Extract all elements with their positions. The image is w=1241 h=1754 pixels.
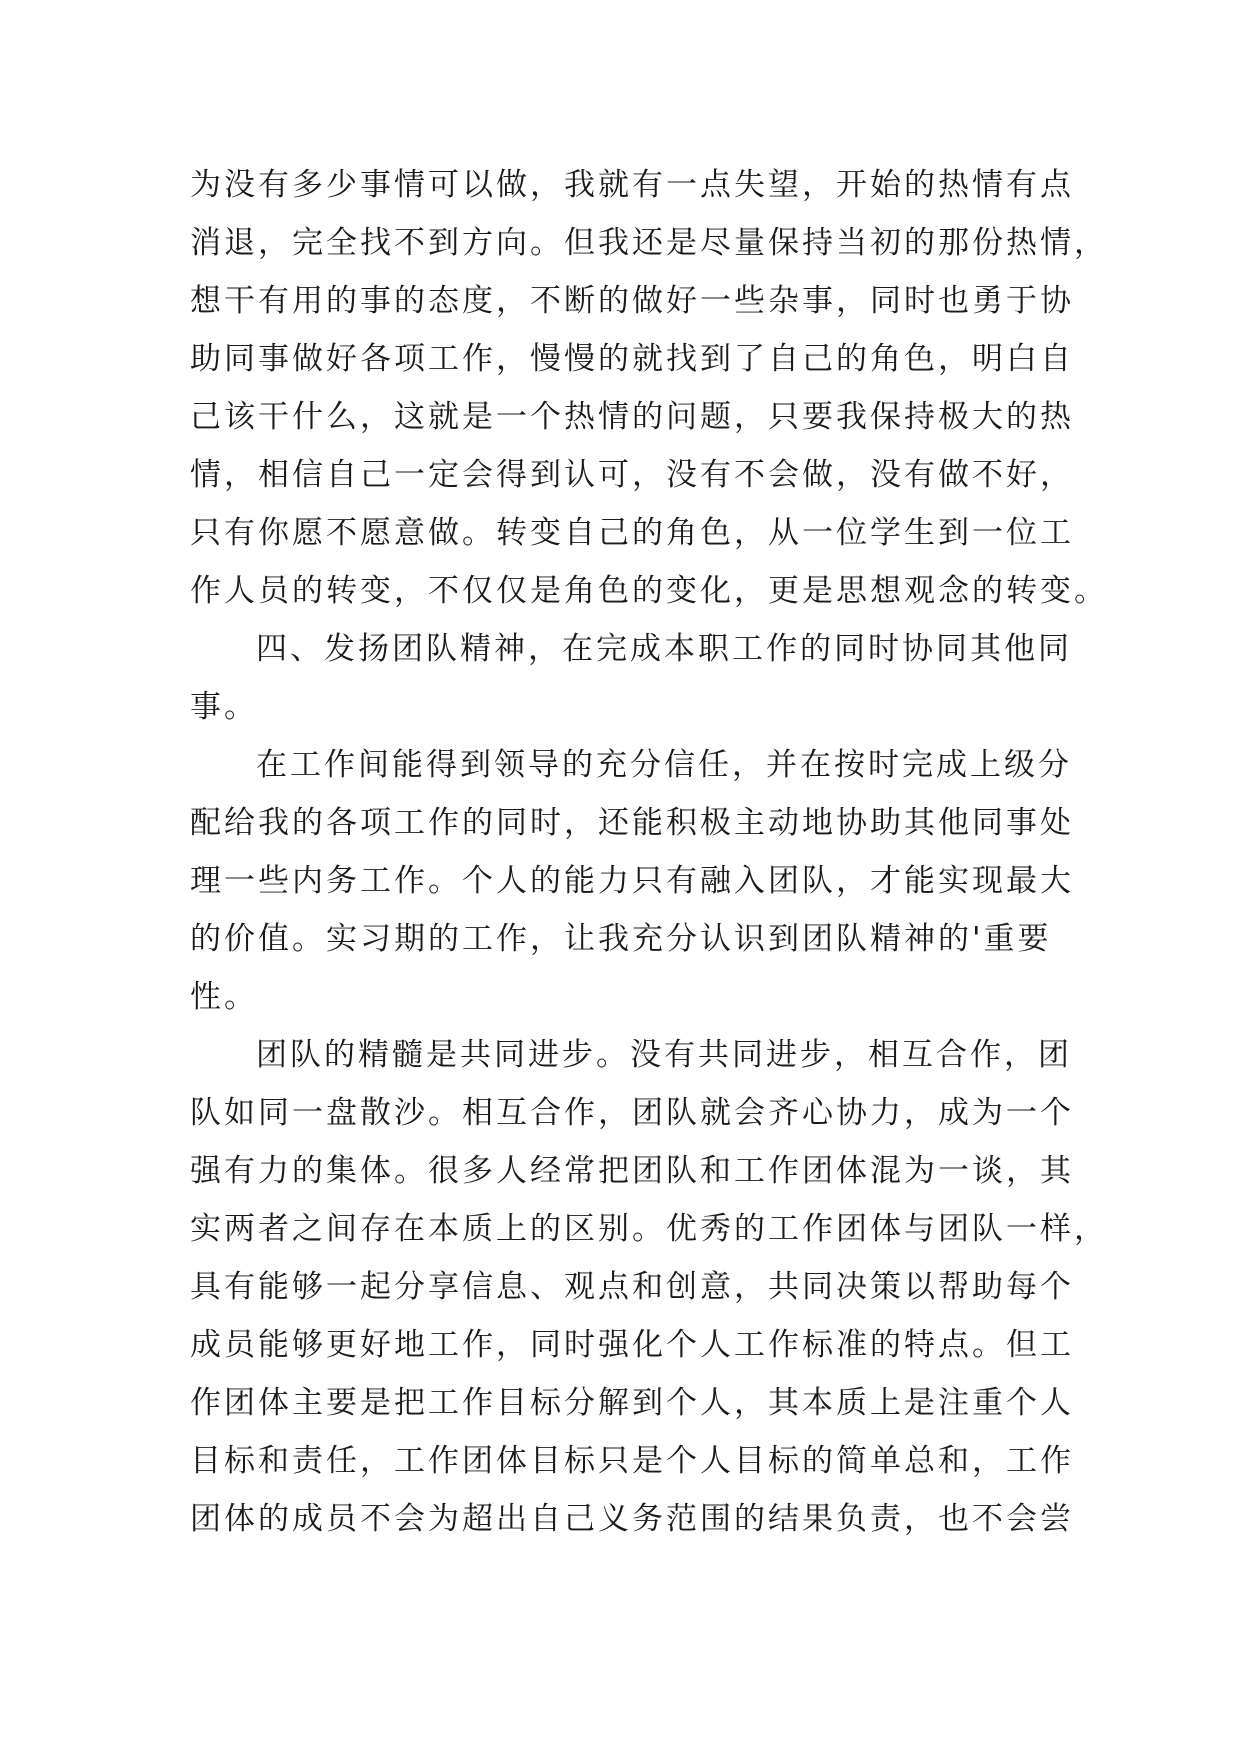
text-line: 为没有多少事情可以做，我就有一点失望，开始的热情有点: [190, 167, 1074, 203]
text-line: 己该干什么，这就是一个热情的问题，只要我保持极大的热: [190, 399, 1074, 435]
text-line: 团体的成员不会为超出自己义务范围的结果负责，也不会尝: [190, 1501, 1074, 1537]
text-line: 具有能够一起分享信息、观点和创意，共同决策以帮助每个: [190, 1269, 1074, 1305]
text-line: 作人员的转变，不仅仅是角色的变化，更是思想观念的转变。: [190, 573, 1108, 609]
text-line: 强有力的集体。很多人经常把团队和工作团体混为一谈，其: [190, 1153, 1074, 1189]
text-line: 目标和责任，工作团体目标只是个人目标的简单总和，工作: [190, 1443, 1074, 1479]
text-line: 性。: [190, 979, 258, 1015]
text-line: 理一些内务工作。个人的能力只有融入团队，才能实现最大: [190, 863, 1074, 899]
text-line: 队如同一盘散沙。相互合作，团队就会齐心协力，成为一个: [190, 1095, 1074, 1131]
text-line: 的价值。实习期的工作，让我充分认识到团队精神的'重要: [190, 921, 1052, 957]
text-line: 消退，完全找不到方向。但我还是尽量保持当初的那份热情，: [190, 225, 1108, 261]
text-line: 只有你愿不愿意做。转变自己的角色，从一位学生到一位工: [190, 515, 1074, 551]
text-line: 作团体主要是把工作目标分解到个人，其本质上是注重个人: [190, 1385, 1074, 1421]
paragraph-start: 在工作间能得到领导的充分信任，并在按时完成上级分: [256, 747, 1072, 783]
text-line: 想干有用的事的态度，不断的做好一些杂事，同时也勇于协: [190, 283, 1074, 319]
text-line: 成员能够更好地工作，同时强化个人工作标准的特点。但工: [190, 1327, 1074, 1363]
text-line: 情，相信自己一定会得到认可，没有不会做，没有做不好，: [190, 457, 1074, 493]
section-heading: 四、发扬团队精神，在完成本职工作的同时协同其他同: [256, 631, 1072, 667]
paragraph-start: 团队的精髓是共同进步。没有共同进步，相互合作，团: [256, 1037, 1072, 1073]
section-heading-continued: 事。: [190, 689, 258, 725]
text-line: 助同事做好各项工作，慢慢的就找到了自己的角色，明白自: [190, 341, 1074, 377]
text-line: 配给我的各项工作的同时，还能积极主动地协助其他同事处: [190, 805, 1074, 841]
document-body: [190, 156, 1108, 1548]
text-line: 实两者之间存在本质上的区别。优秀的工作团体与团队一样，: [190, 1211, 1108, 1247]
